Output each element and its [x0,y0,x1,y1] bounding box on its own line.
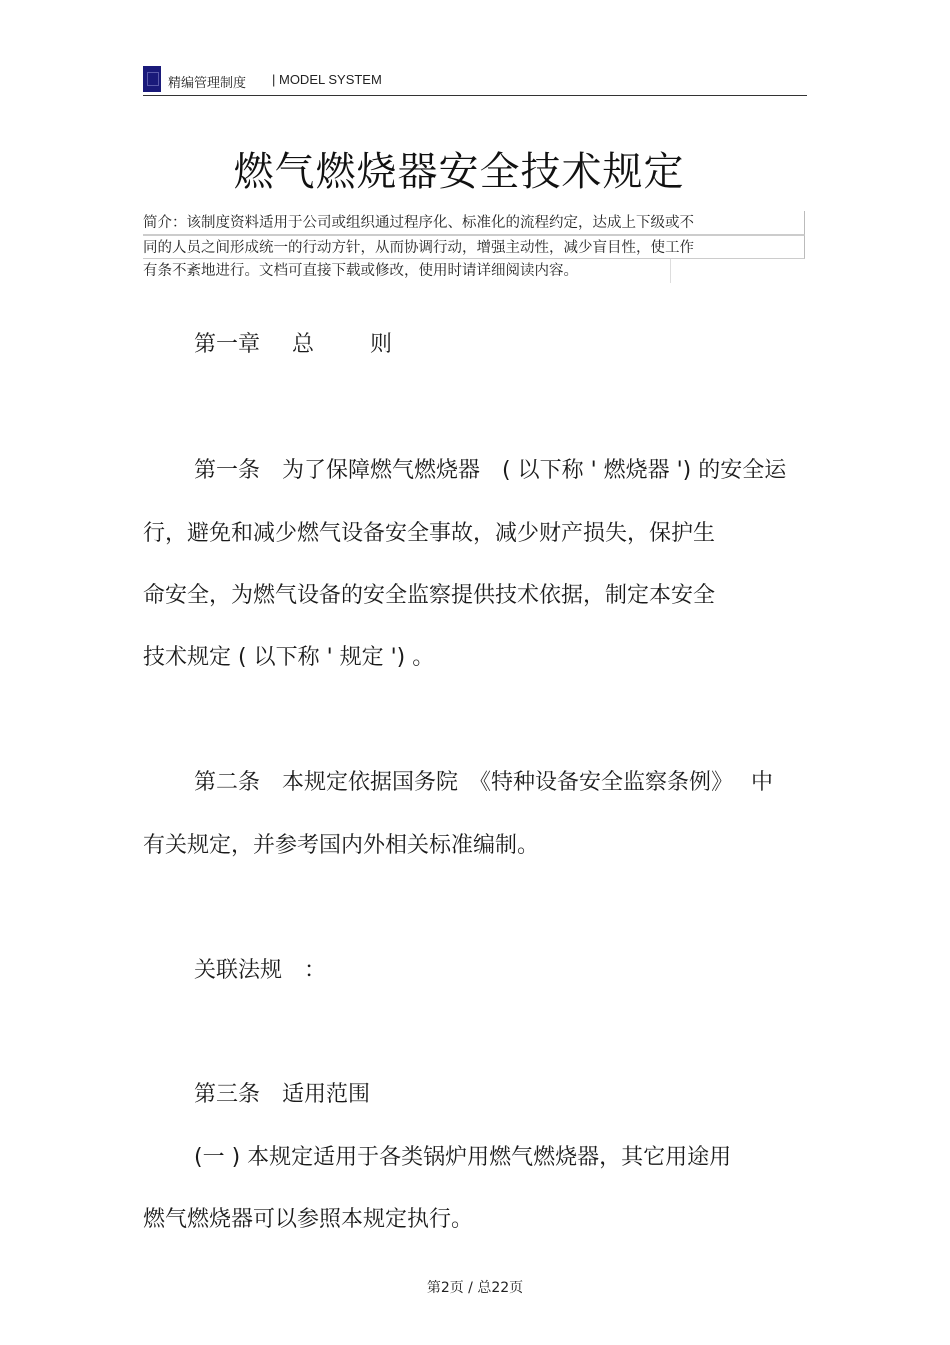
chapter-name-part2: 则 [370,332,393,357]
chapter-number: 第一章 [194,332,261,357]
logo-frame [147,72,159,86]
related-regulations: 关联法规 ： [194,958,327,983]
article-1-line-2: 行，避免和减少燃气设备安全事故，减少财产损失，保护生 [143,521,716,546]
page-header [143,66,807,96]
chapter-heading [194,327,392,358]
article-1-line-1: 第一条 为了保障燃气燃烧器 ( 以下称 ' 燃烧器 ') 的安全运 [194,458,787,483]
document-title: 燃气燃烧器安全技术规定 [233,149,685,195]
intro-line: 简介：该制度资料适用于公司或组织通过程序化、标准化的流程约定，达成上下级或不 [143,211,805,235]
page-footer: 第2页 / 总22页 [426,1280,524,1296]
intro-line: 有条不紊地进行。文档可直接下载或修改，使用时请详细阅读内容。 [143,259,671,283]
header-subtitle: | MODEL SYSTEM [272,72,382,87]
article-3-item-1-line-1: (一 ) 本规定适用于各类锅炉用燃气燃烧器，其它用途用 [194,1145,732,1170]
article-1-line-3: 命安全，为燃气设备的安全监察提供技术依据，制定本安全 [143,583,716,608]
intro-box [143,211,805,283]
article-2-line-2: 有关规定，并参考国内外相关标准编制。 [143,833,540,858]
article-2-line-1: 第二条 本规定依据国务院 《特种设备安全监察条例》 中 [194,770,773,795]
article-1-line-4: 技术规定 ( 以下称 ' 规定 ') 。 [143,645,435,670]
header-brand: 精编管理制度 [168,76,247,91]
intro-line: 同的人员之间形成统一的行动方针，从而协调行动，增强主动性，减少盲目性，使工作 [143,235,805,259]
article-3-item-1-line-2: 燃气燃烧器可以参照本规定执行。 [143,1207,474,1232]
chapter-name-part1: 总 [292,332,315,357]
document-logo-icon [143,66,161,92]
article-3-title: 第三条 适用范围 [194,1082,371,1107]
